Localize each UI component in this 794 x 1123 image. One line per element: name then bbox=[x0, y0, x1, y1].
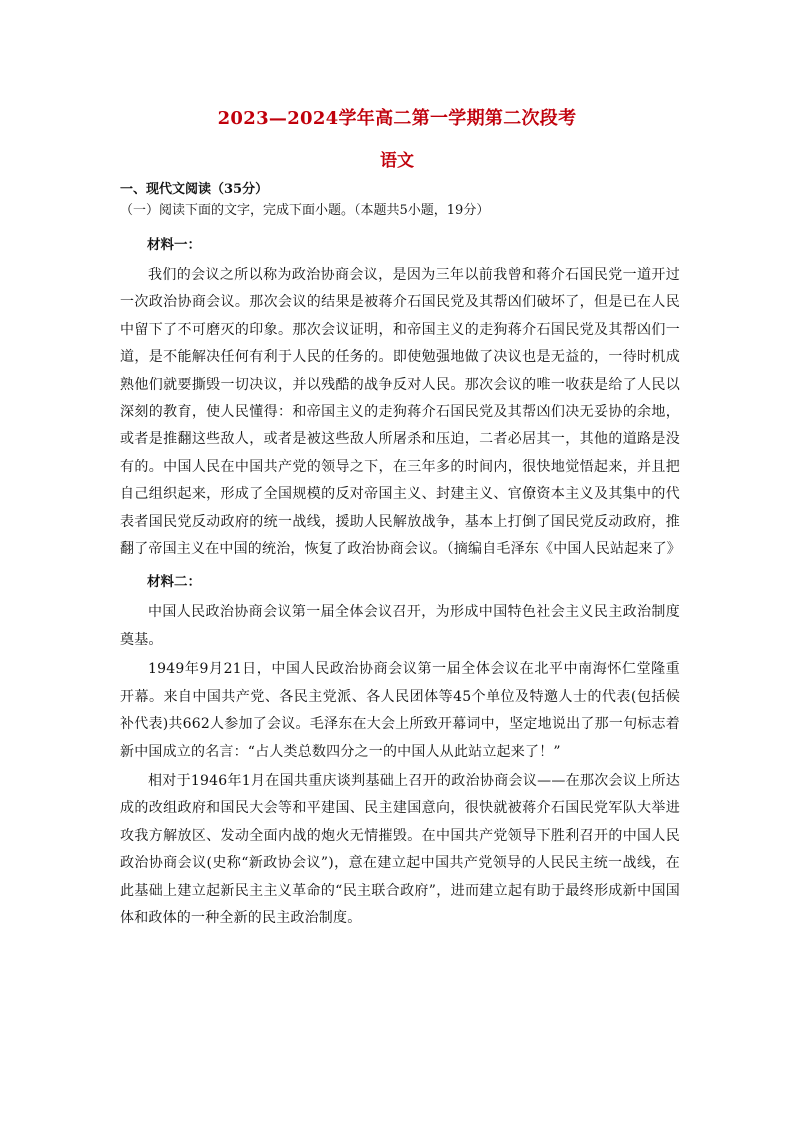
subject-title: 语文 bbox=[380, 151, 414, 171]
material-one bbox=[120, 228, 680, 563]
exam-body bbox=[120, 180, 680, 932]
material-two-paragraph-3: 相对于1946年1月在国共重庆谈判基础上召开的政治协商会议——在那次会议上所达成的改组政府和国民大会等和平建国、民主建国意向，很快就被蒋介石国民党军队大举进攻我方解放区、发动全面内战的炮火无情摧毁。在中国共产党领导下胜利召开的中国人民政治协商会议(史称“新政协会议”)，意在建立起中国共产党领导的人民民主统一战线，在此基础上建立起新民主主义革命的“民主联合政府”，进而建立起有助于最终形成新中国国体和政体的一种全新的民主政治制度。 bbox=[120, 772, 680, 926]
material-two bbox=[120, 565, 680, 932]
material-one-paragraph: 我们的会议之所以称为政治协商会议，是因为三年以前我曾和蒋介石国民党一道开过一次政治协商会议。那次会议的结果是被蒋介石国民党及其帮凶们破坏了，但是已在人民中留下了不可磨灭的印象。那次会议证明，和帝国主义的走狗蒋介石国民党及其帮凶们一道，是不能解决任何有利于人民的任务的。即使勉强地做了决议也是无益的，一待时机成熟他们就要撕毁一切决议，并以残酷的战争反对人民。那次会议的唯一收获是给了人民以深刻的教育，使人民懂得：和帝国主义的走狗蒋介石国民党及其帮凶们决无妥协的余地，或者是推翻这些敌人，或者是被这些敌人所屠杀和压迫，二者必居其一，其他的道路是没有的。中国人民在中国共产党的领导之下，在三年多的时间内，很快地觉悟起来，并且把自己组织起来，形成了全国规模的反对帝国主义、封建主义、官僚资本主义及其集中的代表者国民党反动政府的统一战线，援助人民解放战争，基本上打倒了国民党反动政府，推翻了帝国主义在中国的统治，恢复了政治协商会议。（摘编自毛泽东《中国人民站起来了》 bbox=[120, 267, 681, 558]
exam-title: 2023—2024学年高二第一学期第二次段考 bbox=[217, 108, 577, 129]
material-two-paragraph-2: 1949年9月21日，中国人民政治协商会议第一届全体会议在北平中南海怀仁堂隆重开幕。来自中国共产党、各民主党派、各人民团体等45个单位及特邀人士的代表(包括候补代表)共662人参加了会议。毛泽东在大会上所致开幕词中，坚定地说出了那一句标志着新中国成立的名言：“占人类总数四分之一的中国人从此站立起来了！” bbox=[120, 661, 680, 760]
material-one-label: 材料一： bbox=[147, 237, 201, 253]
section-heading: 一、现代文阅读（35分） bbox=[120, 182, 269, 197]
material-two-label: 材料二： bbox=[147, 574, 201, 591]
section-instruction: （一）阅读下面的文字，完成下面小题。（本题共5小题，19分） bbox=[120, 203, 490, 218]
material-two-paragraph-1: 中国人民政治协商会议第一届全体会议召开，为形成中国特色社会主义民主政治制度奠基。 bbox=[120, 604, 680, 648]
